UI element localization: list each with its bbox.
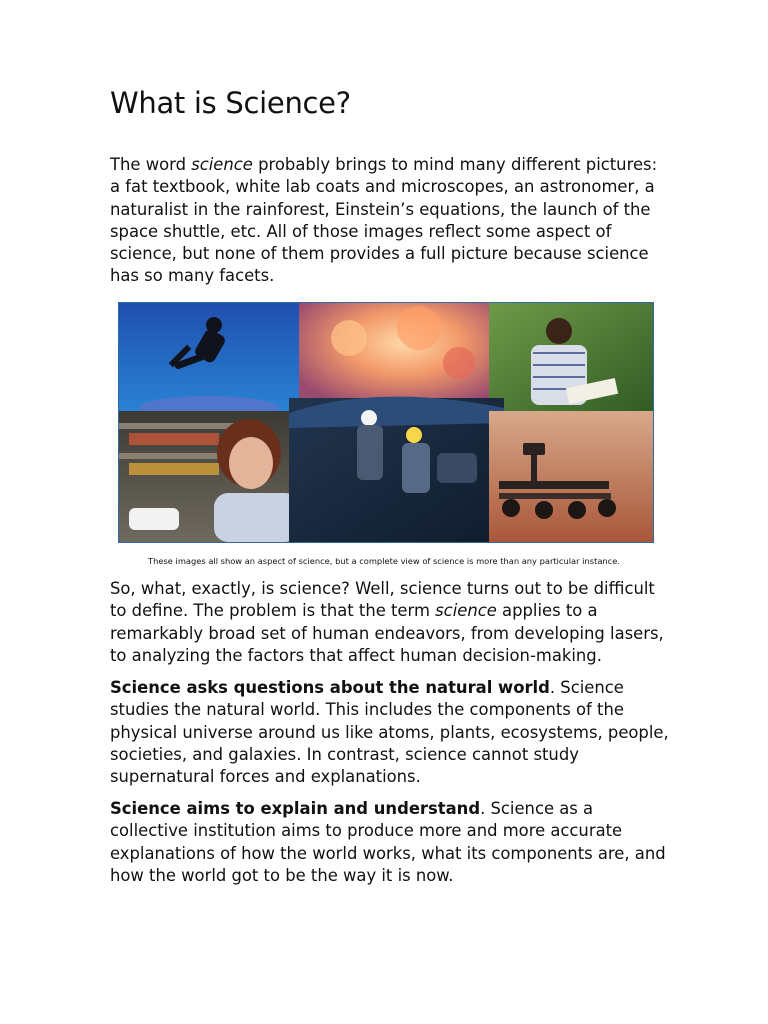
definition-text-end: applies to a remarkably broad set of human endeavors, from developing lasers, to analyzing the factors that affect human decision-making. xyxy=(110,601,664,665)
explain-understand-paragraph xyxy=(110,798,670,887)
intro-text-start: The word xyxy=(110,155,192,174)
definition-italic-term: science xyxy=(435,601,497,621)
natural-world-heading: Science asks questions about the natural world xyxy=(110,678,550,697)
natural-world-text: . Science studies the natural world. This includes the components of the physical universe around us like atoms, plants, ecosystems, people, societies, and galaxies. In contrast, science cannot study supernatural forces and explanations. xyxy=(110,678,669,787)
natural-world-paragraph xyxy=(110,677,670,788)
definition-text-start: So, what, exactly, is science? Well, science turns out to be difficult to define. The problem is that the term xyxy=(110,579,655,621)
intro-paragraph xyxy=(110,154,670,288)
science-collage-image xyxy=(118,302,654,543)
definition-paragraph xyxy=(110,578,670,667)
explain-understand-heading: Science aims to explain and understand xyxy=(110,799,481,818)
explain-understand-text: . Science as a collective institution aims to produce more and more accurate explanations of how the world works, what its components are, and how the world got to be the way it is now. xyxy=(110,799,666,885)
page-title: What is Science? xyxy=(110,86,351,120)
intro-text-end: probably brings to mind many different pictures: a fat textbook, white lab coats and microscopes, an astronomer, a naturalist in the rainforest, Einstein’s equations, the launch of the space shuttle, etc. All of those images reflect some aspect of science, but none of them provides a full picture because science has so many facets. xyxy=(110,155,658,286)
intro-italic-term: science xyxy=(191,155,253,174)
figure-caption: These images all show an aspect of science, but a complete view of science is more than any particular instance. xyxy=(148,556,620,566)
